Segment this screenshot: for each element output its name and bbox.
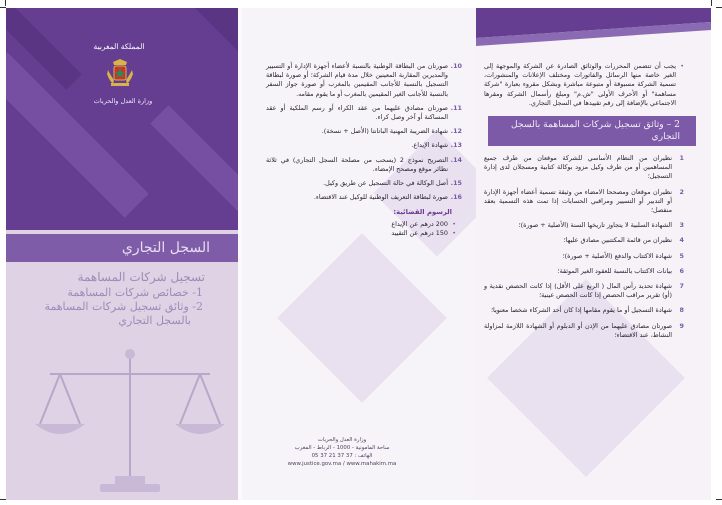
requirement-item <box>266 104 462 122</box>
requirement-item <box>484 322 686 340</box>
section-heading: 2 – وثائق تسجيل شركات المساهمة بالسجل التجاري <box>488 116 696 146</box>
requirement-item <box>266 127 462 136</box>
item-number: 13. <box>450 141 462 150</box>
crop-mark <box>711 0 712 6</box>
requirement-item <box>484 154 686 182</box>
item-text: صورتان مصادق عليهما من الإذن أو الدبلوم أو الشهادة اللازمة لمزاولة النشاط، عند الاقتضاء؛ <box>484 321 672 339</box>
item-text: شهادة الاكتتاب والدفع (الأصلية + صورة)؛ <box>562 251 672 260</box>
requirement-item <box>484 188 686 216</box>
requirement-item <box>266 193 462 202</box>
toc-heading: تسجيل شركات المساهمة <box>77 270 205 284</box>
item-number: 11. <box>450 103 462 112</box>
requirement-item <box>266 141 462 150</box>
item-number: 6 <box>679 266 684 275</box>
requirement-item <box>266 179 462 188</box>
fee-item: • 200 درهم عن الإيداع <box>266 220 462 229</box>
requirement-item <box>266 62 462 99</box>
intro-paragraph: • يجب أن تتضمن المحررات والوثائق الصادرة عن الشركة والموجهة إلى الغير خاصة منها الرسائل والفاتورات ومختلف الإعلانات والمنشورات، تسمية الشركة مسبوقة أو متبوعة مباشرة وبشكل مقروء بعبارة "شركة مساهمة" أو الأحرف الأولى "ش.م" ومبلغ رأسمال الشركة ومقرها الاجتماعي بالإضافة إلى رقم تقييدها في السجل التجاري. <box>484 62 686 108</box>
item-number: 9 <box>679 321 684 330</box>
toc-item: 1- خصائص شركات المساهمة <box>67 286 203 299</box>
item-text: أصل الوكالة في حالة التسجيل عن طريق وكيل. <box>323 179 448 188</box>
document-title: السجل التجاري <box>121 240 210 256</box>
item-number: 3 <box>679 221 684 230</box>
ministry-label: وزارة العدل والحريات <box>93 97 153 105</box>
decor-header-stripe <box>476 8 711 58</box>
item-text: شهادة التسجيل أو ما يقوم مقامها إذا كان أحد الشركاء شخصا معنويا؛ <box>490 306 672 315</box>
item-text: شهادة الإيداع. <box>411 141 448 150</box>
title-band <box>6 234 238 262</box>
requirement-item <box>484 306 686 315</box>
contact-ministry: وزارة العدل والحريات <box>317 437 367 443</box>
cover-header <box>6 8 238 230</box>
item-number: 12. <box>450 127 462 136</box>
item-number: 10. <box>450 62 462 70</box>
crop-mark <box>5 0 6 6</box>
requirement-item <box>484 282 686 300</box>
decor-stripe <box>150 105 238 230</box>
item-number: 2 <box>679 187 684 196</box>
toc-item: بالسجل التجاري <box>118 314 191 327</box>
contact-block <box>272 436 412 468</box>
crop-mark <box>716 499 722 500</box>
requirement-item <box>484 252 686 261</box>
item-number: 4 <box>679 236 684 245</box>
item-text: التصريح نموذج 2 (يسحب من مصلحة السجل التجاري) في ثلاثة نظائر موقع ومصحح الإمضاء. <box>266 155 448 173</box>
cover-panel <box>6 8 238 500</box>
middle-column <box>242 8 476 500</box>
decor-diamond <box>277 233 447 403</box>
decor-stripe <box>130 8 238 64</box>
royal-crest-icon <box>105 58 135 88</box>
requirements-list-continued <box>266 62 462 238</box>
fee-item: • 150 درهم عن التقييد <box>266 229 462 238</box>
item-number: 7 <box>679 282 684 291</box>
scales-of-justice-icon <box>20 344 238 500</box>
fees-title: الرسوم القضائية: <box>393 208 452 217</box>
requirements-list <box>484 62 686 346</box>
item-number: 15. <box>450 179 462 188</box>
requirement-item <box>484 236 686 245</box>
item-text: صورة لبطاقة التعريف الوطنية للوكيل عند الاقتضاء. <box>313 193 448 202</box>
contact-phone: الهاتف : 37 37 21 37 05 <box>311 453 373 459</box>
table-of-contents <box>6 270 231 328</box>
right-column <box>476 8 711 500</box>
item-text: بيانات الاكتتاب بالنسبة للعقود الغير الموثقة؛ <box>557 266 672 275</box>
item-text: نظيران موقعان ومصححا الامضاء من وثيقة تسمية أعضاء أجهزة الإدارة أو التدبير أو التسيير ومراقبي الحسابات إذا تمت هذه التسمية بعقد منفصل؛ <box>484 187 672 215</box>
item-text: شهادة تحديد رأس المال ( الربع على الأقل) إذا كانت الحصص نقدية و (أو) تقرير مراقب الحصص إذا كانت الحصص عينية؛ <box>484 282 672 300</box>
brochure-sheet <box>6 8 711 500</box>
item-number: 14. <box>450 155 462 164</box>
requirement-item <box>484 221 686 230</box>
item-number: 16. <box>450 193 462 202</box>
contact-address: ساحة المامونية - 1000 - الرباط - المغرب <box>294 445 390 451</box>
item-text: نظيران من قائمة المكتتبين مصادق عليها؛ <box>563 236 672 245</box>
crop-mark <box>716 7 722 8</box>
item-text: صورتان من البطاقة الوطنية بالنسبة لأعضاء أجهزة الإدارة أو التسيير والمديرين المقاربة المعينين خلال مدة قيام الشركة؛ أو صورة لبطاقة التسجيل بالنسبة للأجانب المقيمين بالمغرب أو صورة جواز السفر بالنسبة للأجانب الغير المقيمين بالمغرب أو ما يقوم مقامه. <box>266 62 448 98</box>
item-text: نظيران من النظام الأساسي للشركة موقعان من طرف جميع المساهمين أو من طرف وكيل مزود بوكالة كتابية ومسجلان لدى إدارة التسجيل؛ <box>484 154 672 181</box>
item-text: الشهادة السلبية لا يتجاوز تاريخها السنة (الأصلية + صورة)؛ <box>518 221 672 230</box>
item-number: 8 <box>679 306 684 315</box>
requirement-item <box>484 267 686 276</box>
item-text: صورتان مصادق عليهما من عقد الكراء أو رسم الملكية أو عقد المساكنة أو آخر وصل كراء. <box>266 103 448 122</box>
item-number: 1 <box>679 154 684 163</box>
requirement-item <box>266 156 462 174</box>
item-number: 5 <box>679 251 684 260</box>
item-text: شهادة الضريبة المهنية الباتانتا (الأصل + نسخة). <box>321 127 448 136</box>
toc-item: 2- وثائق تسجيل شركات المساهمة <box>44 300 203 313</box>
contact-websites[interactable]: www.justice.gov.ma / www.mahakim.ma <box>287 461 397 467</box>
kingdom-title: المملكة المغربية <box>93 42 145 51</box>
